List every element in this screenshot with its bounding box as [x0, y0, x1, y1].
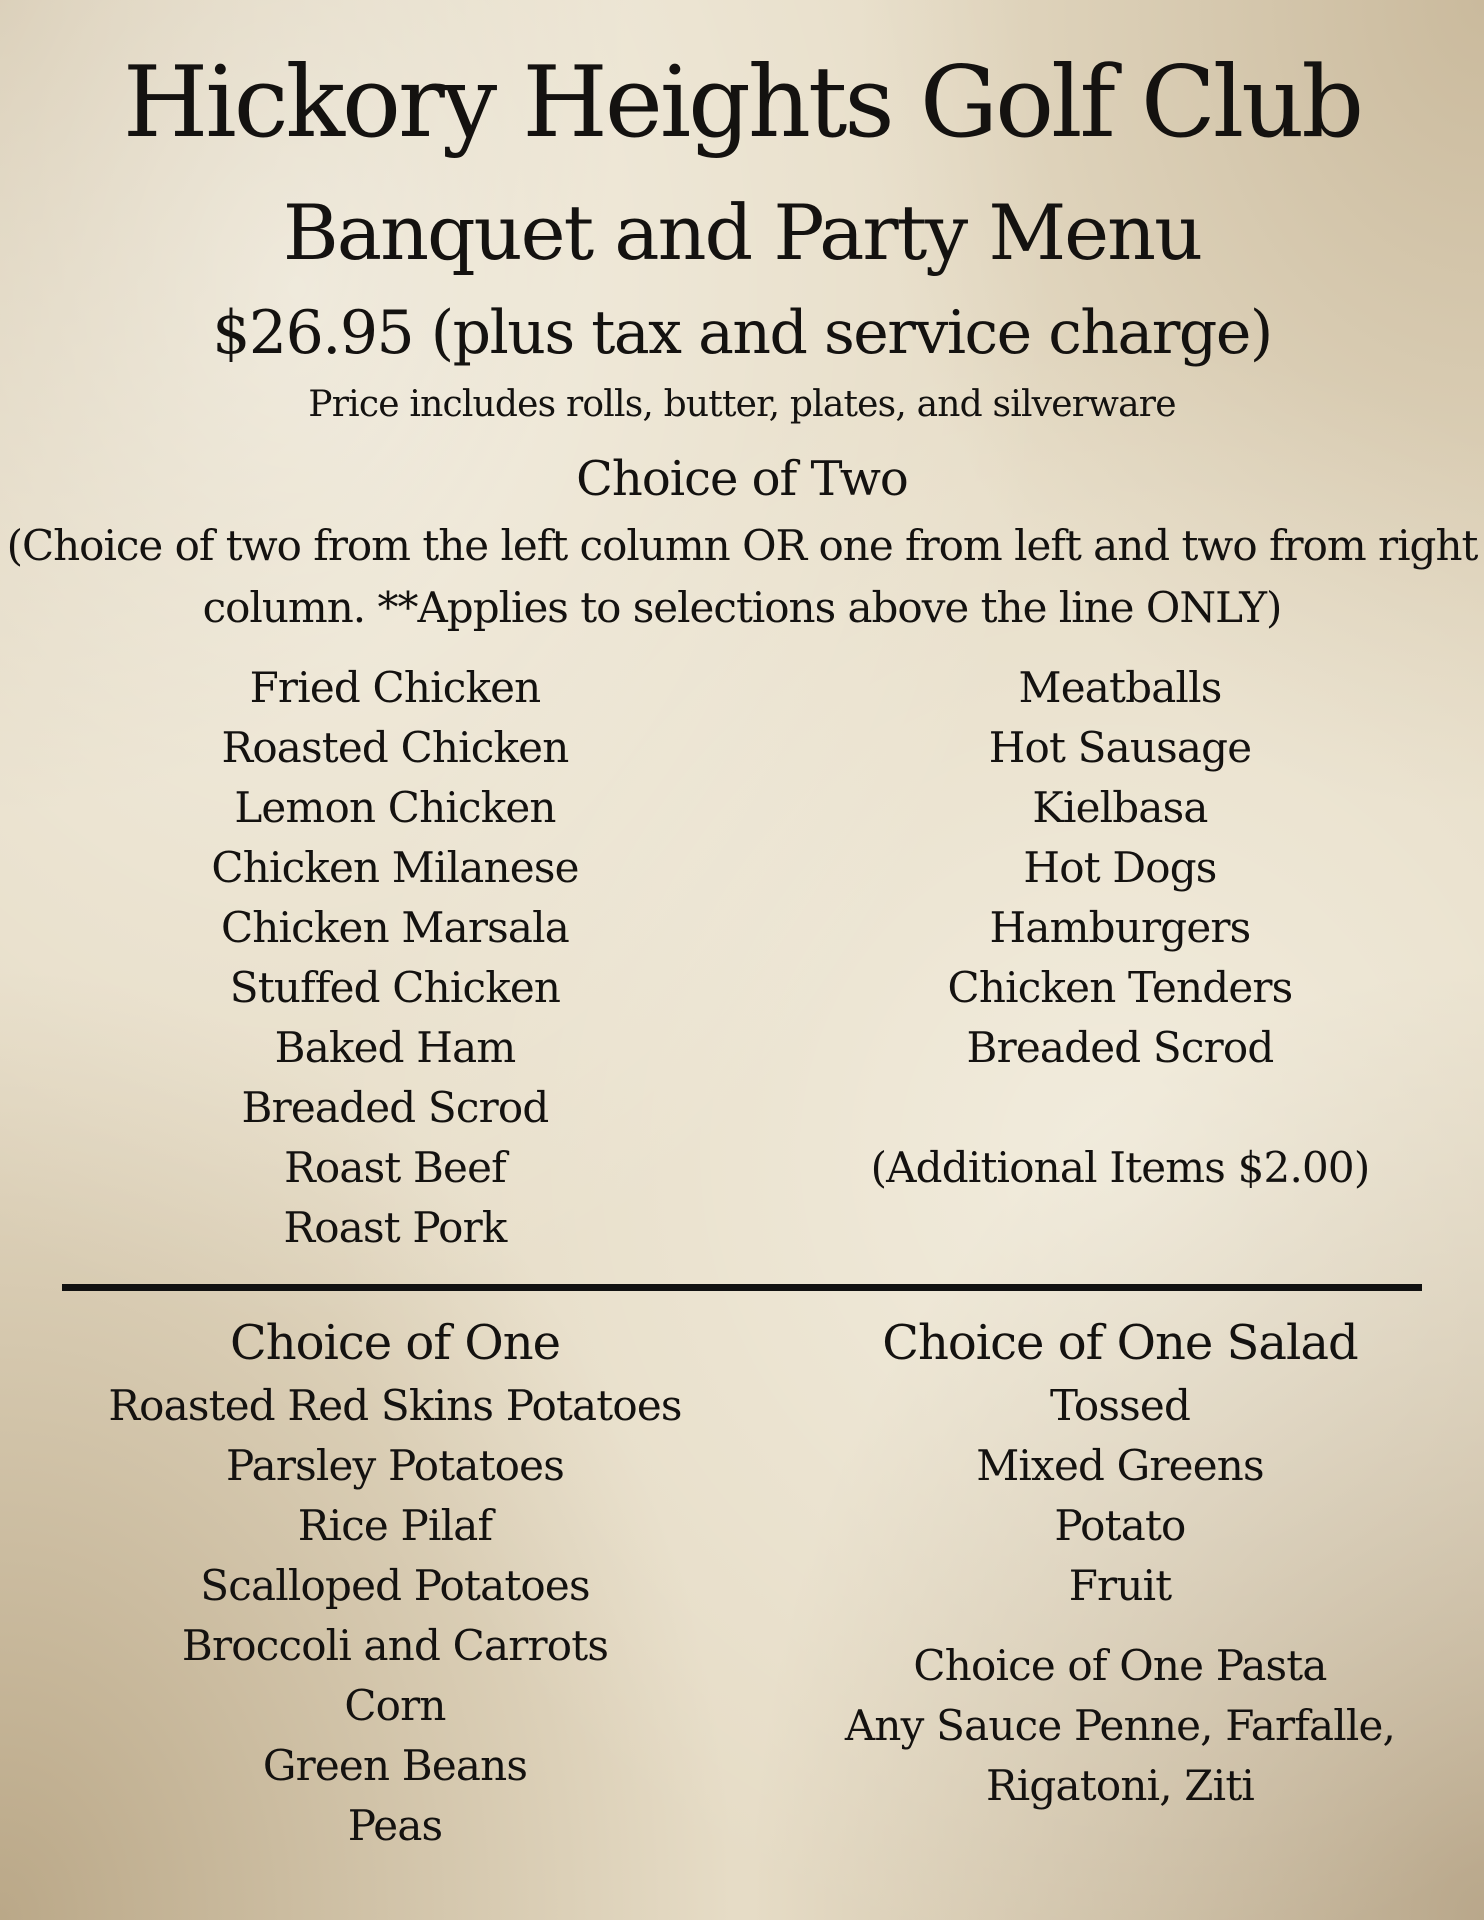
club-title: Hickory Heights Golf Club — [122, 46, 1362, 160]
additional-items-note: (Additional Items $2.00) — [870, 1143, 1370, 1192]
list-item: Peas — [347, 1801, 443, 1850]
list-item: Rice Pilaf — [297, 1501, 493, 1550]
list-item: Green Beans — [262, 1741, 528, 1790]
list-item: Breaded Scrod — [966, 1023, 1274, 1072]
list-item: Stuffed Chicken — [229, 963, 561, 1012]
list-item: Scalloped Potatoes — [200, 1561, 590, 1610]
list-item: Fruit — [1068, 1561, 1172, 1610]
list-item: Meatballs — [1018, 663, 1222, 712]
list-item: Potato — [1054, 1501, 1186, 1550]
price-includes-note: Price includes rolls, butter, plates, and silverware — [308, 384, 1176, 425]
salad-pasta-column — [800, 1310, 1440, 1816]
list-item: Fried Chicken — [249, 663, 541, 712]
pasta-line: Rigatoni, Ziti — [985, 1761, 1255, 1810]
list-item: Hot Sausage — [988, 723, 1252, 772]
list-item: Hot Dogs — [1023, 843, 1217, 892]
sides-column — [60, 1310, 730, 1856]
list-item: Roast Pork — [283, 1203, 507, 1252]
list-item: Baked Ham — [274, 1023, 516, 1072]
entree-left-column — [100, 658, 690, 1258]
choice-of-two-instructions: (Choice of two from the left column OR one from left and two from right column. **Applies to selections above the line ONLY) — [6, 521, 1478, 632]
list-item: Parsley Potatoes — [226, 1441, 564, 1490]
list-item: Breaded Scrod — [241, 1083, 549, 1132]
menu-subtitle: Banquet and Party Menu — [282, 188, 1202, 277]
list-item: Hamburgers — [989, 903, 1251, 952]
list-item: Mixed Greens — [976, 1441, 1264, 1490]
list-item: Chicken Marsala — [220, 903, 570, 952]
choice-of-one-heading: Choice of One — [229, 1315, 561, 1371]
list-item: Roast Beef — [284, 1143, 506, 1192]
entree-right-column — [820, 658, 1420, 1198]
pasta-line: Any Sauce Penne, Farfalle, — [844, 1701, 1396, 1750]
list-item: Kielbasa — [1032, 783, 1208, 832]
list-item: Broccoli and Carrots — [181, 1621, 609, 1670]
section-divider — [62, 1284, 1422, 1291]
list-item: Roasted Chicken — [221, 723, 569, 772]
list-item: Tossed — [1049, 1381, 1191, 1430]
pasta-heading: Choice of One Pasta — [913, 1641, 1327, 1690]
list-item: Corn — [344, 1681, 446, 1730]
list-item: Chicken Tenders — [947, 963, 1293, 1012]
menu-price: $26.95 (plus tax and service charge) — [212, 298, 1272, 368]
list-item: Chicken Milanese — [211, 843, 579, 892]
list-item: Roasted Red Skins Potatoes — [108, 1381, 682, 1430]
choice-of-two-heading: Choice of Two — [576, 451, 908, 507]
list-item: Lemon Chicken — [234, 783, 556, 832]
salad-heading: Choice of One Salad — [882, 1315, 1358, 1371]
